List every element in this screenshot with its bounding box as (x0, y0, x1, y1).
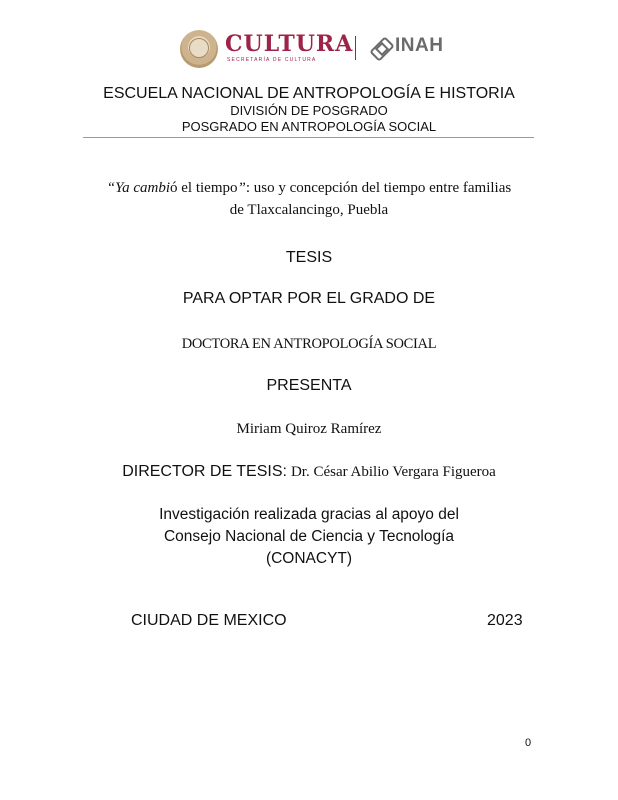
school-name: ESCUELA NACIONAL DE ANTROPOLOGÍA E HISTORIA (103, 85, 515, 102)
logo-divider (355, 36, 356, 60)
inah-logo: INAH (395, 35, 444, 56)
cultura-logo: CULTURA (225, 31, 354, 57)
header-rule (83, 137, 534, 138)
author-name: Miriam Quiroz Ramírez (236, 421, 382, 437)
director-name: Dr. César Abilio Vergara Figueroa (290, 464, 496, 480)
funding-line-2: Consejo Nacional de Ciencia y Tecnología (163, 528, 455, 545)
year: 2023 (487, 612, 523, 629)
coat-of-arms-icon (180, 30, 218, 68)
page-number: 0 (525, 737, 532, 749)
presenta-label: PRESENTA (266, 377, 352, 394)
thesis-title-line-2: de Tlaxcalancingo, Puebla (229, 202, 389, 218)
funding-line-1: Investigación realizada gracias al apoyo del (159, 506, 459, 523)
director-label: DIRECTOR DE TESIS: (122, 463, 287, 480)
tesis-label: TESIS (285, 249, 333, 266)
thesis-title-line-1: “Ya cambió el tiempo”: uso y concepción del tiempo entre familias (106, 180, 512, 196)
funding-line-3: (CONACYT) (265, 550, 353, 567)
thesis-director (0, 463, 618, 481)
cultura-logo-subtitle: SECRETARÍA DE CULTURA (227, 57, 317, 63)
degree-intro: PARA OPTAR POR EL GRADO DE (182, 290, 436, 307)
program-name: POSGRADO EN ANTROPOLOGÍA SOCIAL (181, 119, 437, 134)
city: CIUDAD DE MEXICO (131, 612, 287, 629)
inah-emblem-icon (370, 37, 394, 61)
header-logos (180, 28, 460, 70)
degree-name: DOCTORA EN ANTROPOLOGÍA SOCIAL (181, 336, 437, 352)
division-name: DIVISIÓN DE POSGRADO (230, 103, 388, 118)
